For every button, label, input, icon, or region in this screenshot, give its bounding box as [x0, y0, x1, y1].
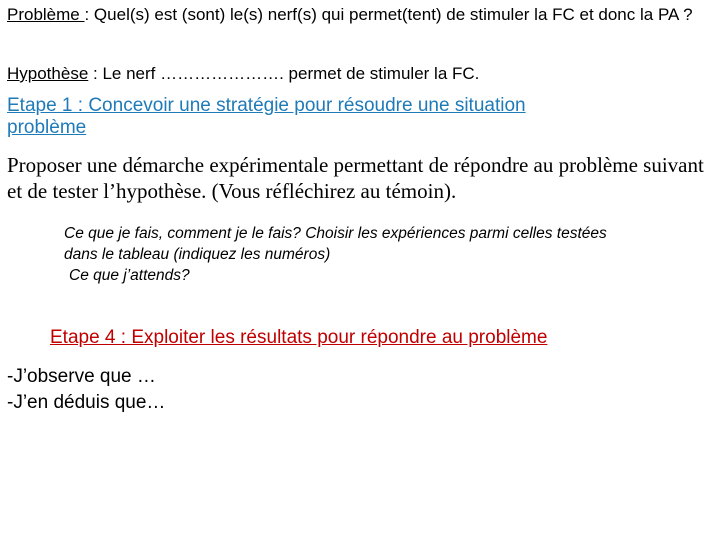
guidance-questions	[64, 223, 714, 286]
results-prompts	[7, 364, 713, 416]
observe-line: -J’observe que …	[7, 366, 156, 387]
hypothesis-label: Hypothèse	[7, 64, 89, 83]
deduce-line: -J’en déduis que…	[7, 392, 166, 413]
hypothesis-text: : Le nerf …………………. permet de stimuler la FC.	[88, 64, 480, 83]
guidance-line-1: Ce que je fais, comment je le fais? Choisir les expériences parmi celles testées	[64, 225, 607, 242]
step1-heading-line1: Etape 1 : Concevoir une stratégie pour résoudre une situation	[7, 95, 526, 116]
problem-text: : Quel(s) est (sont) le(s) nerf(s) qui permet(tent) de stimuler la FC et donc la PA ?	[84, 5, 693, 24]
step1-heading	[7, 95, 713, 139]
problem-statement	[7, 4, 713, 26]
hypothesis-statement	[7, 63, 713, 85]
task-instruction: Proposer une démarche expérimentale permettant de répondre au problème suivant et de tester l’hypothèse. (Vous réfléchirez au témoin).	[7, 153, 704, 203]
problem-label: Problème	[7, 5, 85, 24]
guidance-line-2: dans le tableau (indiquez les numéros)	[64, 246, 331, 263]
step1-heading-line2: problème	[7, 117, 87, 138]
guidance-line-3: Ce que j’attends?	[69, 267, 190, 284]
step4-heading: Etape 4 : Exploiter les résultats pour répondre au problème	[50, 327, 548, 348]
